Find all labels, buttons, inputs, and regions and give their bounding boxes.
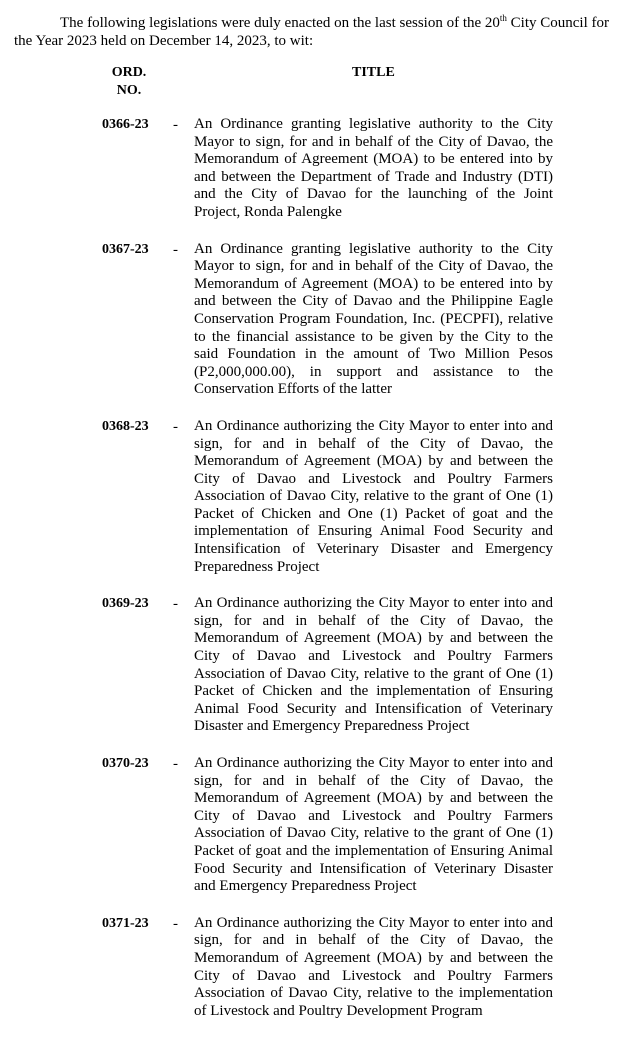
ordinance-title: An Ordinance authorizing the City Mayor to enter into and sign, for and in behalf of the City of Davao, the Memorandum of Agreement (MOA) by and between the City of Davao and Livestock and Poultry Farmers Association of Davao City, relative to the grant of One (1) Packet of Chicken and the implementation of Ensuring Animal Food Security and Intensification of Veterinary Disaster and Emergency Preparedness Project [194,595,553,735]
ordinance-title: An Ordinance authorizing the City Mayor to enter into and sign, for and in behalf of the City of Davao, the Memorandum of Agreement (MOA) by and between the City of Davao and Livestock and Poultry Farmers Association of Davao City, relative to the implementation of Livestock and Poultry Development Program [194,914,553,1019]
ordinance-number: 0368-23 [102,418,149,434]
entry-dash: - [173,596,178,613]
ordinance-entry [0,595,617,736]
entry-dash: - [173,117,178,133]
ordinance-number: 0369-23 [102,596,149,612]
ordinance-list [0,116,617,1039]
ordinance-entry [0,116,617,222]
ordinance-entry [0,915,617,1021]
ordinance-number: 0366-23 [102,117,149,132]
entry-dash: - [173,241,178,258]
ordinance-number: 0367-23 [102,241,149,257]
ordinance-entry [0,755,617,896]
intro-superscript: th [499,13,507,23]
column-header-title: TITLE [352,65,395,80]
ordinance-entry [0,418,617,576]
intro-text: The following legislations were duly enacted on the last session of the 20 [60,15,500,31]
column-header-ord-no: ORD. NO. [111,65,147,98]
entry-dash: - [173,418,178,435]
intro-text-continued: City Council for the Year 2023 held on December 14, 2023, to wit: [14,15,609,49]
ordinance-title: An Ordinance granting legislative authority to the City Mayor to sign, for and in behalf of the City of Davao, the Memorandum of Agreement (MOA) to be entered into by and between the City of Davao and the Philippine Eagle Conservation Program Foundation, Inc. (PECPFI), relative to the financial assistance to be given by the City to the said Foundation in the amount of Two Million Pesos (P2,000,000.00), in support and assistance to the Conservation Efforts of the latter [194,240,553,398]
ordinance-title: An Ordinance authorizing the City Mayor to enter into and sign, for and in behalf of the City of Davao, the Memorandum of Agreement (MOA) by and between the City of Davao and Livestock and Poultry Farmers Association of Davao City, relative to the grant of One (1) Packet of goat and the implementation of Ensuring Animal Food Security and Intensification of Veterinary Disaster and Emergency Preparedness Project [194,755,553,895]
entry-dash: - [173,915,178,932]
entry-dash: - [173,756,178,772]
ordinance-title: An Ordinance authorizing the City Mayor to enter into and sign, for and in behalf of the City of Davao, the Memorandum of Agreement (MOA) by and between the City of Davao and Livestock and Poultry Farmers Association of Davao City, relative to the grant of One (1) Packet of Chicken and One (1) Packet of goat and the implementation of Ensuring Animal Food Security and Intensification of Veterinary Disaster and Emergency Preparedness Project [194,417,553,575]
intro-paragraph [14,9,614,50]
ordinance-title: An Ordinance granting legislative authority to the City Mayor to sign, for and in behalf of the City of Davao, the Memorandum of Agreement (MOA) to be entered into by and between the Department of Trade and Industry (DTI) and the City of Davao for the launching of the Joint Project, Ronda Palengke [194,116,553,220]
ordinance-number: 0371-23 [102,915,149,931]
ordinance-entry [0,241,617,399]
ordinance-number: 0370-23 [102,756,149,771]
